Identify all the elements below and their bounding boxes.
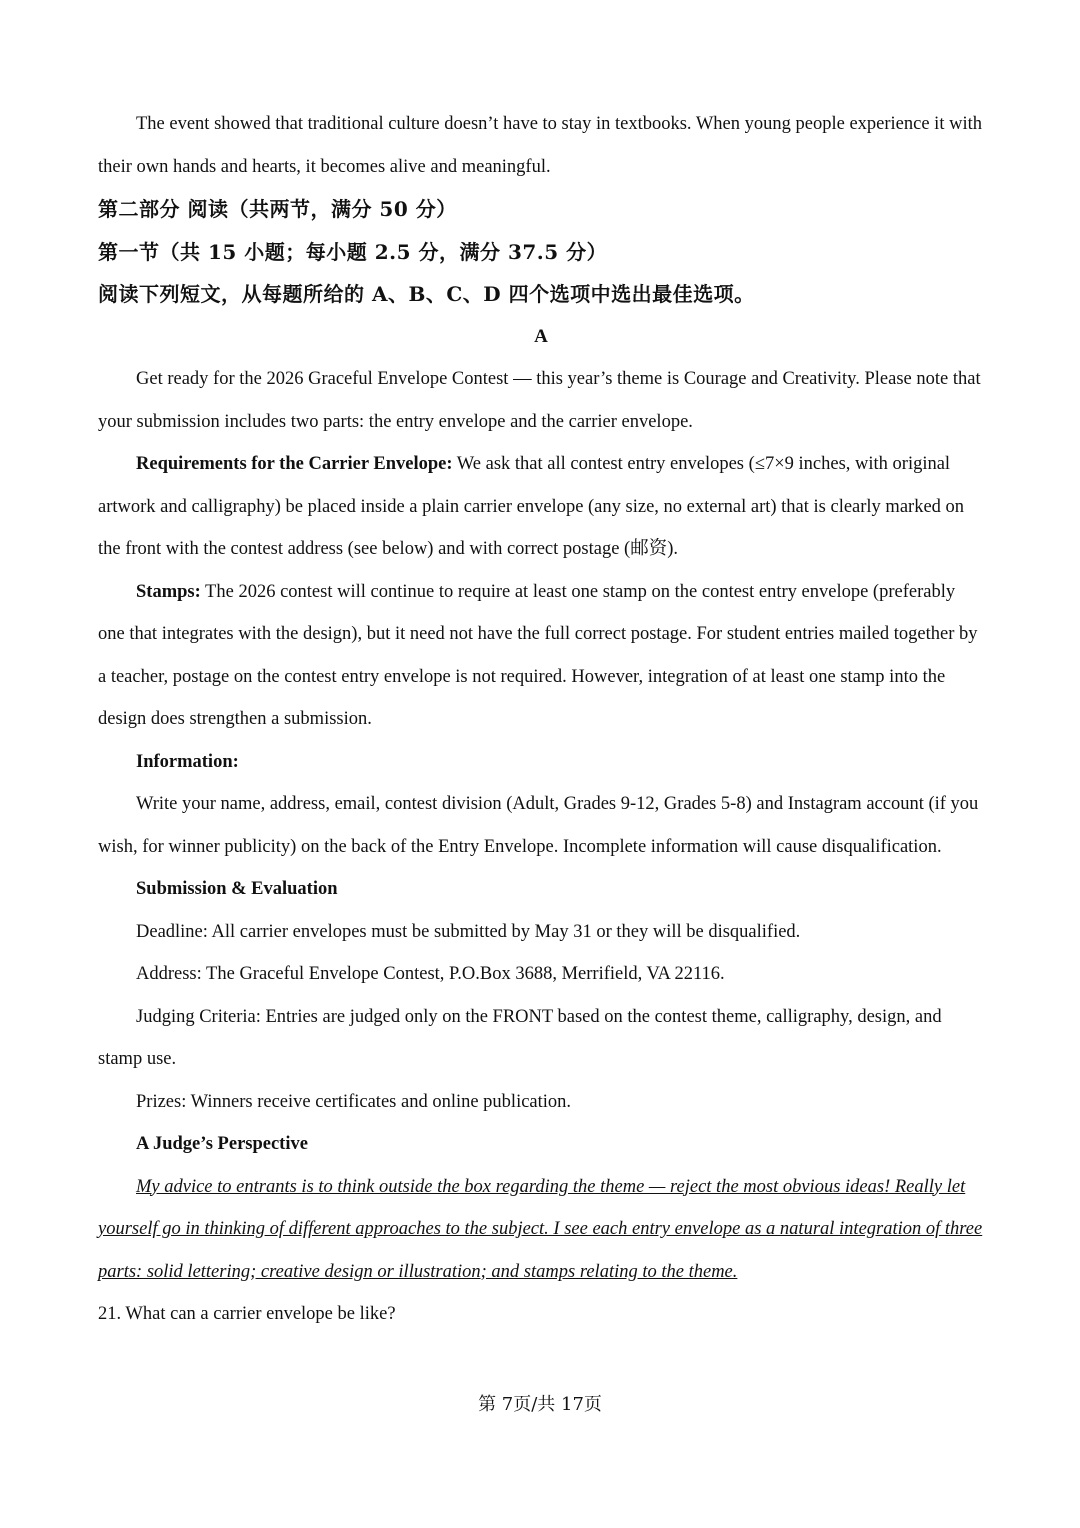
judging-criteria-text: Judging Criteria: Entries are judged only on the FRONT based on the contest theme, calligraphy, design, and stamp use. xyxy=(98,1006,942,1069)
prizes-text: Prizes: Winners receive certificates and online publication. xyxy=(136,1091,572,1112)
submission-heading: Submission & Evaluation xyxy=(136,879,338,899)
intro-paragraph: The event showed that traditional culture doesn’t have to stay in textbooks. When young people experience it with their own hands and hearts, it becomes alive and meaningful. xyxy=(98,114,982,177)
stamps-text: The 2026 contest will continue to require at least one stamp on the contest entry envelope (preferably one that integrates with the design), but it need not have the full correct postage. For student entries mailed together by a teacher, postage on the contest entry envelope is not required. However, integration of at least one stamp into the design does strengthen a submission. xyxy=(98,581,978,729)
carrier-requirements-label: Requirements for the Carrier Envelope: xyxy=(136,454,453,474)
carrier-requirements-text: We ask that all contest entry envelopes (≤7×9 inches, with original artwork and calligraphy) be placed inside a plain carrier envelope (any size, no external art) that is clearly marked on the front with the contest address (see below) and with correct postage (邮资). xyxy=(98,454,965,559)
reading-instruction: 阅读下列短文，从每题所给的 A、B、C、D 四个选项中选出最佳选项。 xyxy=(98,282,755,306)
deadline-text: Deadline: All carrier envelopes must be submitted by May 31 or they will be disqualified. xyxy=(136,921,801,942)
judge-quote: My advice to entrants is to think outside the box regarding the theme — reject the most obvious ideas! Really let yourself go in thinking of different approaches to the subject. I see each entry envelope as a natural integration of three parts: solid lettering; creative design or illustration; and stamps relating to the theme. xyxy=(98,1176,983,1282)
information-heading: Information: xyxy=(136,751,239,772)
section-subheading: 第一节（共 15 小题；每小题 2.5 分，满分 37.5 分） xyxy=(98,239,608,264)
page-content xyxy=(98,103,984,1336)
passage-intro: Get ready for the 2026 Graceful Envelope Contest — this year’s theme is Courage and Creativity. Please note that your submission includes two parts: the entry envelope and the carrier envelope. xyxy=(98,369,981,432)
passage-letter: A xyxy=(534,325,548,347)
part-heading: 第二部分 阅读（共两节，满分 50 分） xyxy=(98,197,457,221)
stamps-paragraph xyxy=(98,571,984,741)
carrier-requirements-paragraph xyxy=(98,443,984,571)
question-21: 21. What can a carrier envelope be like? xyxy=(98,1304,396,1324)
stamps-label: Stamps: xyxy=(136,581,201,602)
information-text: Write your name, address, email, contest division (Adult, Grades 9-12, Grades 5-8) and Instagram account (if you wish, for winner publicity) on the back of the Entry Envelope. Incomplete information will cause disqualification. xyxy=(98,794,979,857)
address-text: Address: The Graceful Envelope Contest, P.O.Box 3688, Merrifield, VA 22116. xyxy=(136,964,725,984)
page-footer: 第 7页/共 17页 xyxy=(478,1394,602,1415)
judge-perspective-heading: A Judge’s Perspective xyxy=(136,1134,308,1154)
